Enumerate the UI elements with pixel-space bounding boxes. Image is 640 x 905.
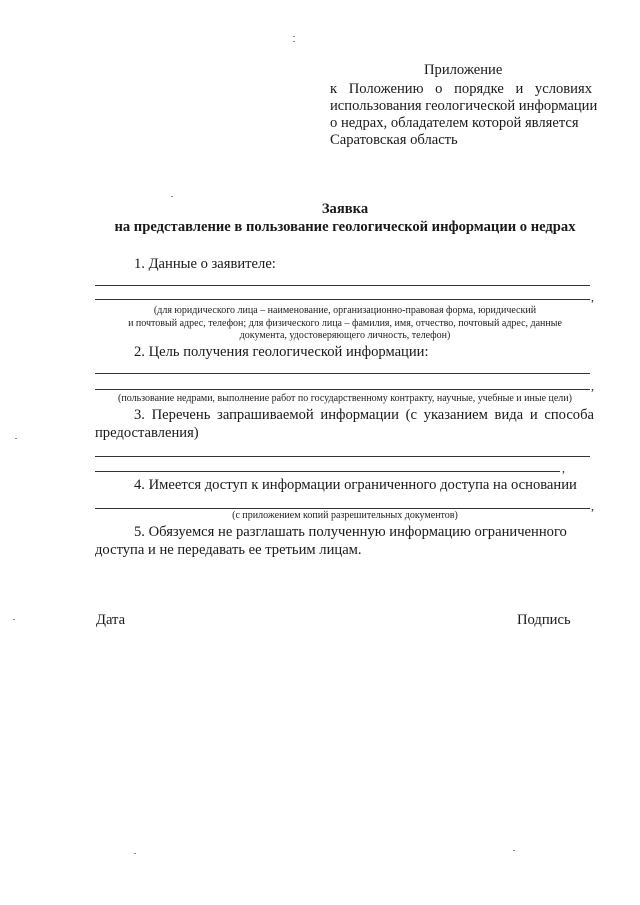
line-end-mark: ,: [591, 499, 594, 513]
form-title: Заявка: [321, 201, 369, 217]
item4-note: (с приложением копий разрешительных документов): [232, 510, 458, 521]
item3-line: предоставления): [95, 425, 199, 441]
fill-line: [95, 389, 590, 390]
fill-line: [95, 285, 590, 286]
line-end-mark: ,: [591, 379, 594, 393]
item1-label: 1. Данные о заявителе:: [134, 256, 276, 272]
appendix-line: о недрах, обладателем которой является: [330, 115, 579, 131]
appendix-line: использования геологической информации: [330, 98, 598, 114]
line-end-mark: ,: [591, 290, 594, 304]
scan-speck: [134, 853, 136, 854]
item1-note: (для юридического лица – наименование, организационно-правовая форма, юридический: [153, 305, 537, 316]
item1-note: и почтовый адрес, телефон; для физического лица – фамилия, имя, отчество, почтовый адрес, данные: [128, 318, 562, 329]
appendix-title: Приложение: [424, 62, 503, 78]
date-label: Дата: [96, 612, 126, 628]
scan-speck: [513, 850, 515, 851]
scan-speck: [15, 438, 17, 439]
fill-line: [95, 456, 590, 457]
signature-label: Подпись: [517, 612, 571, 628]
item2-label: 2. Цель получения геологической информации:: [134, 344, 429, 360]
fill-line: [95, 508, 590, 509]
appendix-line: Саратовская область: [330, 132, 458, 148]
item5-line: доступа и не передавать ее третьим лицам.: [95, 542, 362, 558]
line-end-mark: ,: [562, 461, 565, 475]
item5-line: 5. Обязуемся не разглашать полученную информацию ограниченного: [134, 524, 567, 540]
scan-speck: [13, 619, 15, 620]
scan-speck: [293, 41, 295, 42]
fill-line: [95, 299, 590, 300]
scan-speck: [293, 36, 295, 37]
scan-speck: [171, 196, 173, 197]
item4-label: 4. Имеется доступ к информации ограниченного доступа на основании: [134, 477, 577, 493]
item1-note: документа, удостоверяющего личность, телефон): [239, 330, 451, 341]
fill-line: [95, 471, 560, 472]
item2-note: (пользование недрами, выполнение работ по государственному контракту, научные, учебные и иные цели): [118, 393, 572, 404]
fill-line: [95, 373, 590, 374]
form-subtitle: на представление в пользование геологической информации о недрах: [114, 219, 576, 235]
item3-line: 3. Перечень запрашиваемой информации (с указанием вида и способа: [134, 407, 594, 423]
appendix-line: к Положению о порядке и условиях: [330, 81, 592, 97]
